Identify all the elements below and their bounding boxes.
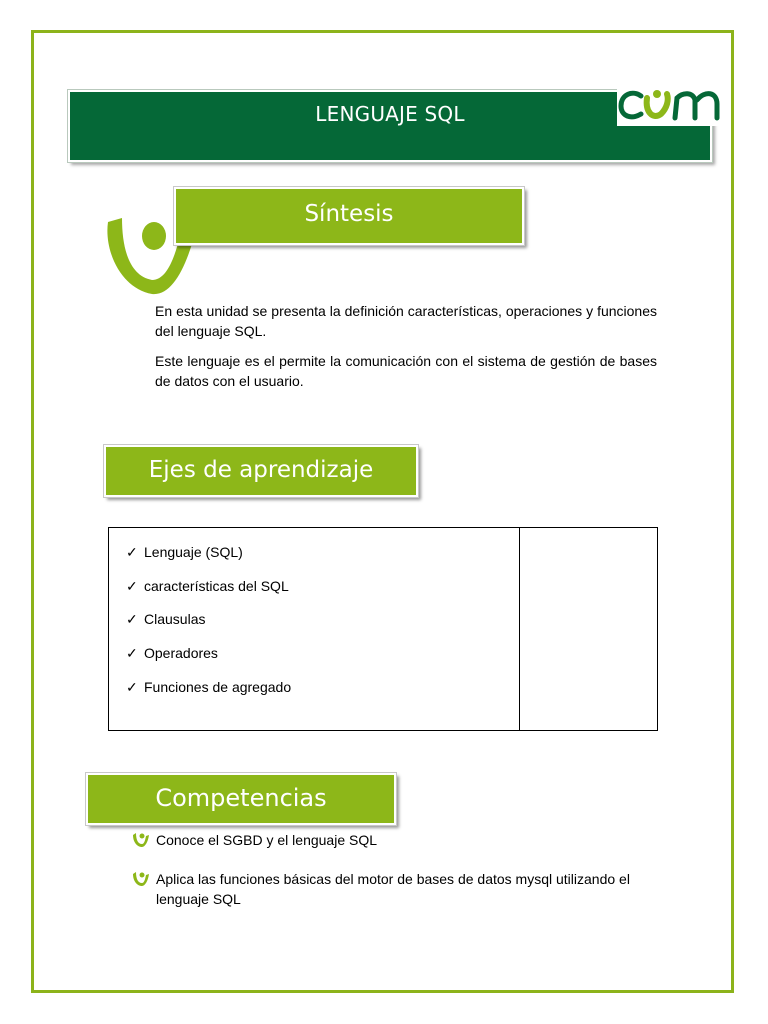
ejes-item: ✓ Funciones de agregado [126,679,292,695]
ejes-item: ✓ características del SQL [126,578,289,594]
cun-logo [617,78,725,126]
ejes-item: ✓ Lenguaje (SQL) [126,544,243,560]
check-icon: ✓ [126,679,138,695]
check-icon: ✓ [126,544,138,560]
cun-bullet-icon [132,871,150,892]
ejes-item: ✓ Operadores [126,645,218,661]
page-title: LENGUAJE SQL [315,102,465,126]
sintesis-paragraph-1: En esta unidad se presenta la definición características, operaciones y funciones del lenguaje SQL. [155,303,657,339]
ejes-heading: Ejes de aprendizaje [104,445,418,497]
cun-bullet-icon [132,832,150,853]
check-icon: ✓ [126,645,138,661]
title-bar [68,90,712,162]
competencias-heading: Competencias [86,773,396,825]
ejes-table [108,527,658,731]
check-icon: ✓ [126,578,138,594]
sintesis-paragraph-2: Este lenguaje es el permite la comunicación con el sistema de gestión de bases de datos con el usuario. [155,353,657,389]
ejes-item: ✓ Clausulas [126,611,206,627]
table-divider [519,528,520,730]
check-icon: ✓ [126,611,138,627]
sintesis-heading: Síntesis [174,187,524,245]
